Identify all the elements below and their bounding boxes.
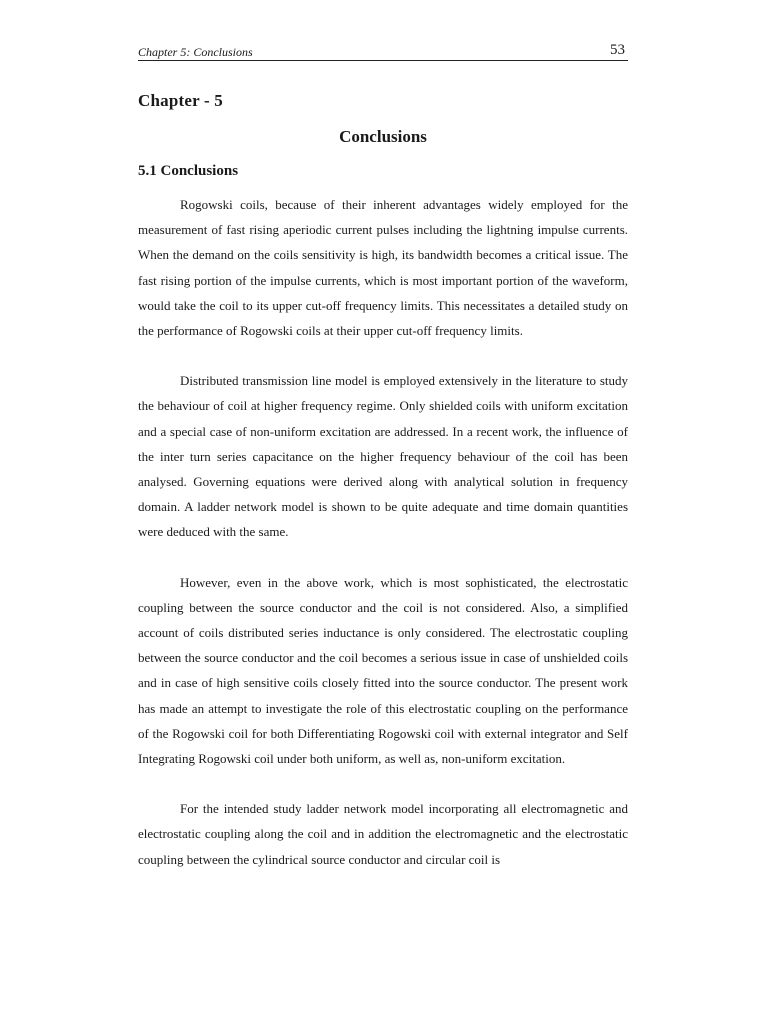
section-heading: 5.1 Conclusions (138, 163, 239, 179)
running-title: Chapter 5: Conclusions (138, 45, 253, 59)
body-paragraph: Rogowski coils, because of their inherent advantages widely employed for the measurement of fast rising aperiodic current pulses including the lightning impulse currents. When the demand on the coils sensitivity is high, its bandwidth becomes a critical issue. The fast rising portion of the impulse currents, which is most important portion of the waveform, would take the coil to its upper cut-off frequency limits. This necessitates a detailed study on the performance of Rogowski coils at their upper cut-off frequency limits. (138, 197, 628, 339)
chapter-label: Chapter - 5 (138, 91, 223, 110)
running-header (138, 40, 628, 61)
body-paragraph: Distributed transmission line model is employed extensively in the literature to study the behaviour of coil at higher frequency regime. Only shielded coils with uniform excitation and a special case of non-uniform excitation are addressed. In a recent work, the influence of the inter turn series capacitance on the higher frequency behaviour of the coil has been analysed. Governing equations were derived along with analytical solution in frequency domain. A ladder network model is shown to be quite adequate and time domain quantities were deduced with the same. (138, 373, 628, 540)
document-page (138, 40, 628, 872)
body-paragraph: However, even in the above work, which is most sophisticated, the electrostatic coupling between the source conductor and the coil is not considered. Also, a simplified account of coils distributed series inductance is only considered. The electrostatic coupling between the source conductor and the coil becomes a serious issue in case of unshielded coils and in case of high sensitive coils closely fitted into the source conductor. The present work has made an attempt to investigate the role of this electrostatic coupling on the performance of the Rogowski coil for both Differentiating Rogowski coil with external integrator and Self Integrating Rogowski coil under both uniform, as well as, non-uniform excitation. (138, 574, 628, 767)
chapter-title: Conclusions (339, 127, 427, 146)
body-paragraph: For the intended study ladder network model incorporating all electromagnetic and electrostatic coupling along the coil and in addition the electromagnetic and the electrostatic coupling between the cylindrical source conductor and circular coil is (138, 801, 628, 867)
page-number: 53 (610, 42, 625, 58)
